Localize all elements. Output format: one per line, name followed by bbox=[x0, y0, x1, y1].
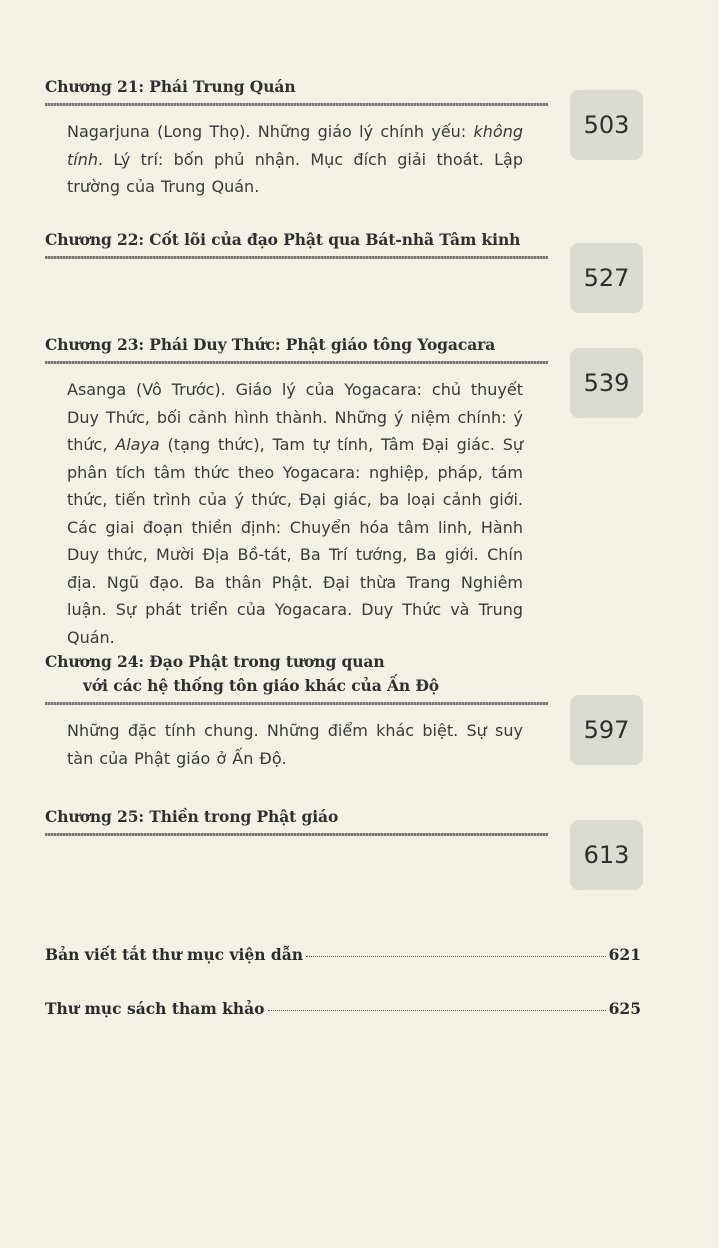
page-number-box: 613 bbox=[570, 820, 643, 890]
page-number-box: 503 bbox=[570, 90, 643, 160]
divider bbox=[45, 361, 548, 364]
divider bbox=[45, 702, 548, 705]
chapter-description: Asanga (Vô Trước). Giáo lý của Yogacara: chủ thuyết Duy Thức, bối cảnh hình thành. Những ý niệm chính: ý thức, Alaya (tạng thức), Tam tự tính, Tâm Đại giác. Sự phân tích tâm thức theo Yogacara: nghiệp, pháp, tám thức, tiến trình của ý thức, Đại giác, ba loại cảnh giới. Các giai đoạn thiền định: Chuyển hóa tâm linh, Hành Duy thức, Mười Địa Bồ-tát, Ba Trí tướng, Ba giới. Chín địa. Ngũ đạo. Ba thân Phật. Đại thừa Trang Nghiêm luận. Sự phát triển của Yogacara. Duy Thức và Trung Quán. bbox=[67, 380, 523, 647]
dot-leader bbox=[306, 956, 606, 957]
chapter-21 bbox=[45, 75, 645, 201]
chapter-22 bbox=[45, 228, 645, 259]
chapter-title-line-1: Chương 24: Đạo Phật trong tương quan bbox=[45, 652, 385, 671]
chapter-title: Chương 22: Cốt lõi của đạo Phật qua Bát-nhã Tâm kinh bbox=[45, 230, 521, 249]
page-number-box: 539 bbox=[570, 348, 643, 418]
chapter-description: Nagarjuna (Long Thọ). Những giáo lý chính yếu: không tính. Lý trí: bốn phủ nhận. Mục đích giải thoát. Lập trường của Trung Quán. bbox=[67, 122, 523, 196]
divider bbox=[45, 256, 548, 259]
index-entry-page: 625 bbox=[608, 999, 641, 1018]
index-entry-label: Bản viết tắt thư mục viện dẫn bbox=[45, 945, 304, 964]
chapter-description: Những đặc tính chung. Những điểm khác biệt. Sự suy tàn của Phật giáo ở Ấn Độ. bbox=[67, 721, 523, 768]
chapter-title: Chương 25: Thiền trong Phật giáo bbox=[45, 807, 339, 826]
chapter-25 bbox=[45, 805, 645, 836]
divider bbox=[45, 833, 548, 836]
index-entry-abbreviations bbox=[45, 945, 641, 964]
chapter-title-line-2: với các hệ thống tôn giáo khác của Ấn Độ bbox=[83, 676, 440, 695]
divider bbox=[45, 103, 548, 106]
page-number-box: 527 bbox=[570, 243, 643, 313]
chapter-23 bbox=[45, 333, 645, 651]
chapter-title: Chương 23: Phái Duy Thức: Phật giáo tông Yogacara bbox=[45, 335, 496, 354]
dot-leader bbox=[268, 1010, 606, 1011]
index-entry-bibliography bbox=[45, 999, 641, 1018]
page-number-box: 597 bbox=[570, 695, 643, 765]
index-entry-page: 621 bbox=[608, 945, 641, 964]
index-entry-label: Thư mục sách tham khảo bbox=[45, 999, 265, 1018]
chapter-title: Chương 21: Phái Trung Quán bbox=[45, 77, 296, 96]
chapter-title bbox=[45, 650, 645, 698]
chapter-24 bbox=[45, 650, 645, 772]
